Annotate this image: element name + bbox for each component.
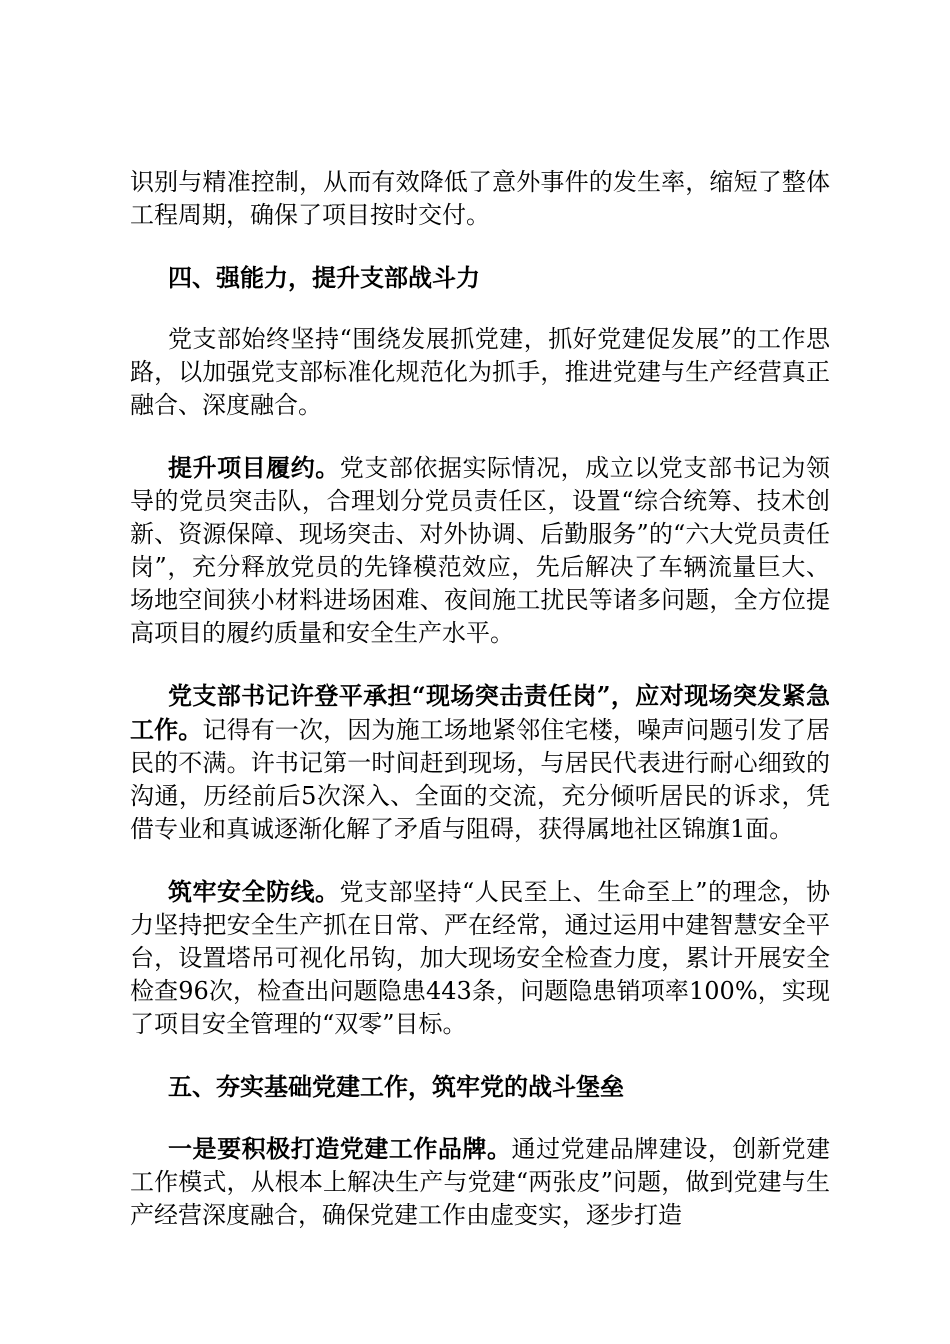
paragraph-branch-approach: 党支部始终坚持“围绕发展抓党建，抓好党建促发展”的工作思路，以加强党支部标准化规范化为抓手，推进党建与生产经营真正融合、深度融合。 [130,325,830,419]
body-brand-building: 通过党建品牌建设，创新党建工作模式，从根本上解决生产与党建“两张皮”问题，做到党建与生产经营深度融合，确保党建工作由虚变实，逐步打造 [130,1135,831,1229]
lead-safety-line: 筑牢安全防线。 [168,877,340,906]
paragraph-secretary-duty [130,679,830,846]
paragraph-continuation: 识别与精准控制，从而有效降低了意外事件的发生率，缩短了整体工程周期，确保了项目按时交付。 [130,168,830,229]
document-page [130,166,830,1261]
body-secretary-duty: 记得有一次，因为施工场地紧邻住宅楼，噪声问题引发了居民的不满。许书记第一时间赶到现场，与居民代表进行耐心细致的沟通，历经前后5次深入、全面的交流，充分倾听居民的诉求，凭借专业和真诚逐渐化解了矛盾与阻碍，获得属地社区锦旗1面。 [130,716,831,843]
body-project-performance: 党支部依据实际情况，成立以党支部书记为领导的党员突击队，合理划分党员责任区，设置“综合统筹、技术创新、资源保障、现场突击、对外协调、后勤服务”的“六大党员责任岗”，充分释放党员的先锋模范效应，先后解决了车辆流量巨大、场地空间狭小材料进场困难、夜间施工扰民等诸多问题，全方位提高项目的履约质量和安全生产水平。 [130,454,831,647]
section-heading-five: 五、夯实基础党建工作，筑牢党的战斗堡垒 [168,1072,624,1101]
paragraph-brand-building [130,1132,830,1232]
lead-project-performance: 提升项目履约。 [168,453,340,482]
paragraph-safety-line [130,875,830,1041]
lead-brand-building: 一是要积极打造党建工作品牌。 [168,1134,512,1163]
lead-secretary-duty: 党支部书记许登平承担“现场突击责任岗”，应对现场突发紧急工作。 [130,681,830,744]
body-safety-line: 党支部坚持“人民至上、生命至上”的理念，协力坚持把安全生产抓在日常、严在经常，通过运用中建智慧安全平台，设置塔吊可视化吊钩，加大现场安全检查力度，累计开展安全检查96次，检查出问题隐患443条，问题隐患销项率100%，实现了项目安全管理的“双零”目标。 [130,878,831,1038]
paragraph-project-performance [130,451,830,650]
section-heading-four: 四、强能力，提升支部战斗力 [168,263,480,292]
